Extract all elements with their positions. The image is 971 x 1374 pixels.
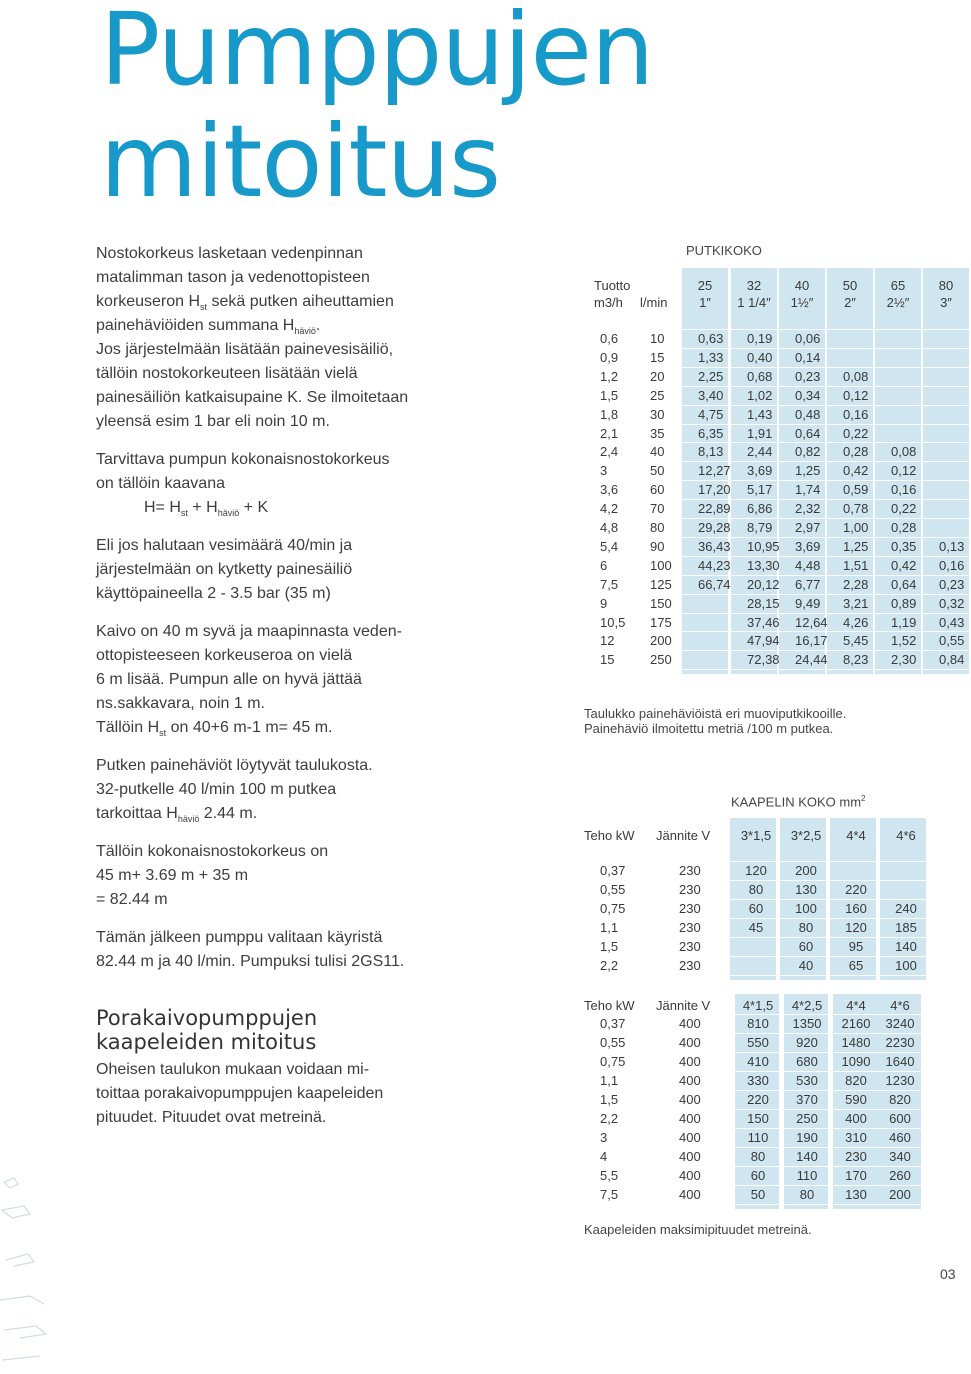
pipe-cell-value: 5,17 (747, 482, 773, 498)
cable2-cell-jannite: 400 (679, 1092, 701, 1107)
pipe-header-lmin: l/min (640, 295, 668, 310)
pipe-cell-value: 9,49 (795, 595, 821, 611)
cable1-cell-value: 120 (745, 863, 767, 878)
pipe-cell-m3h: 3,6 (600, 482, 619, 498)
pipe-cell-lmin: 90 (650, 538, 665, 554)
pipe-cell-value: 0,42 (891, 557, 917, 573)
pipe-cell-value: 0,22 (891, 501, 917, 517)
cable2-cell-value: 1480 (841, 1035, 871, 1050)
pipe-cell-value: 12,64 (795, 614, 828, 630)
pipe-cell-value: 20,12 (747, 576, 780, 592)
cable2-cell-teho: 0,55 (600, 1035, 626, 1050)
cable2-cell-value: 810 (747, 1016, 769, 1031)
pipe-cell-value: 0,32 (939, 595, 965, 611)
cable2-cell-value: 530 (796, 1073, 818, 1088)
cable2-cell-value: 250 (796, 1111, 818, 1126)
pipe-cell-value: 1,52 (891, 633, 917, 649)
cable2-cell-jannite: 400 (679, 1168, 701, 1183)
pipe-cell-value: 0,59 (843, 482, 869, 498)
pipe-cell-value: 0,12 (843, 387, 869, 403)
pipe-cell-value: 3,69 (795, 538, 821, 554)
intro-line: Nostokorkeus lasketaan vedenpinnan (96, 245, 363, 262)
pipe-cell-value: 0,55 (939, 633, 965, 649)
cable1-cell-jannite: 230 (679, 901, 701, 916)
cable2-cell-value: 1350 (792, 1016, 822, 1031)
pipe-cell-value: 1,00 (843, 520, 869, 535)
pipe-cell-value: 0,68 (747, 368, 773, 384)
pipe-cell-value: 0,64 (795, 425, 821, 441)
cable-heading-line-2: kaapeleiden mitoitus (96, 1030, 317, 1054)
cable2-cell-value: 150 (747, 1111, 769, 1126)
pipe-cell-value: 0,19 (747, 331, 773, 346)
cable2-cell-jannite: 400 (679, 1130, 701, 1145)
pipe-cell-lmin: 35 (650, 425, 665, 441)
pipe-cell-value: 2,28 (843, 576, 869, 592)
pipe-header-tuotto: Tuotto (594, 278, 631, 293)
cable1-cell-value: 130 (795, 882, 817, 897)
pipe-cell-value: 0,13 (939, 538, 965, 554)
pipe-cell-value: 0,82 (795, 444, 821, 460)
cable2-cell-value: 550 (747, 1035, 769, 1050)
pipe-header-size-mm: 25 (697, 278, 713, 293)
cable2-cell-value: 200 (889, 1187, 911, 1202)
pipe-cell-value: 1,25 (843, 538, 869, 554)
pipe-cell-value: 0,84 (939, 652, 965, 668)
cable1-header-jannite: Jännite V (656, 828, 711, 843)
pipe-cell-m3h: 5,4 (600, 538, 619, 554)
pipe-cell-value: 29,28 (698, 520, 731, 535)
pipe-cell-value: 8,23 (843, 652, 869, 668)
pipe-cell-value: 1,33 (698, 349, 724, 365)
cable1-cell-value: 120 (845, 920, 867, 935)
pipe-cell-value: 2,32 (795, 501, 821, 517)
cable2-cell-value: 170 (845, 1168, 867, 1183)
pipe-cell-value: 4,75 (698, 406, 724, 422)
decorative-sketch-icon (0, 1170, 60, 1370)
pipe-cell-value: 66,74 (698, 576, 731, 592)
cable2-cell-value: 60 (750, 1168, 766, 1183)
intro-line: tarkoittaa $H_{häviö}$ 2.44 m. (96, 805, 258, 824)
pipe-cell-m3h: 2,1 (600, 425, 619, 441)
cable2-cell-value: 340 (889, 1149, 911, 1164)
pipe-cell-value: 0,23 (939, 576, 965, 592)
pipe-group-title: PUTKIKOKO (686, 243, 762, 258)
pipe-cell-lmin: 20 (650, 368, 665, 384)
pipe-cell-value: 22,89 (698, 501, 731, 517)
cable2-cell-value: 820 (889, 1092, 911, 1107)
cable1-header-size: 3*1,5 (740, 828, 772, 843)
pipe-cell-value: 8,13 (698, 444, 724, 460)
cable2-cell-value: 330 (747, 1073, 769, 1088)
cable1-header-teho: Teho kW (584, 828, 635, 843)
intro-line: käyttöpaineella 2 - 3.5 bar (35 m) (96, 585, 331, 602)
pipe-cell-value: 0,35 (891, 538, 917, 554)
intro-line: 45 m+ 3.69 m + 35 m (96, 867, 249, 884)
cable1-cell-jannite: 230 (679, 863, 701, 878)
pipe-cell-value: 1,43 (747, 406, 773, 422)
cable1-cell-value: 65 (848, 958, 864, 973)
pipe-cell-value: 6,77 (795, 576, 821, 592)
pipe-cell-m3h: 1,8 (600, 406, 619, 422)
pipe-cell-value: 6,86 (747, 501, 773, 517)
cable2-cell-value: 220 (747, 1092, 769, 1107)
pipe-cell-value: 0,08 (843, 368, 869, 384)
intro-line: ns.sakkavara, noin 1 m. (96, 695, 265, 712)
cable2-cell-jannite: 400 (679, 1054, 701, 1069)
cable1-header-size: 4*4 (846, 828, 866, 843)
pipe-cell-value: 24,44 (795, 652, 828, 668)
formula: $H= H_{st} + H_{häviö} + K$ (144, 499, 269, 518)
intro-line: tällöin nostokorkeuteen lisätään vielä (96, 365, 358, 382)
cable2-cell-value: 50 (750, 1187, 766, 1202)
cable2-cell-teho: 4 (600, 1149, 608, 1164)
pipe-cell-value: 17,20 (698, 482, 731, 498)
cable2-cell-jannite: 400 (679, 1187, 701, 1202)
pipe-cell-m3h: 4,8 (600, 520, 619, 535)
cable2-row-divider (735, 1204, 923, 1205)
cable2-cell-jannite: 400 (679, 1111, 701, 1126)
cable1-cell-value: 80 (798, 920, 814, 935)
cable2-cell-value: 920 (796, 1035, 818, 1050)
pipe-cell-value: 1,91 (747, 425, 773, 441)
pipe-cell-value: 28,15 (747, 595, 780, 611)
pipe-cell-value: 0,28 (891, 520, 917, 535)
pipe-header-size-inch: 1 1/4″ (737, 295, 771, 310)
cable2-cell-teho: 7,5 (600, 1187, 619, 1202)
cable2-cell-value: 460 (889, 1130, 911, 1145)
cable2-cell-value: 110 (796, 1168, 818, 1183)
intro-line: Tämän jälkeen pumppu valitaan käyristä (96, 929, 383, 946)
pipe-cell-m3h: 10,5 (600, 614, 626, 630)
pipe-cell-value: 37,46 (747, 614, 780, 630)
cable2-cell-value: 600 (889, 1111, 911, 1126)
pipe-header-size-inch: 3″ (940, 295, 952, 310)
intro-line: = 82.44 m (96, 891, 168, 908)
cable2-cell-teho: 5,5 (600, 1168, 619, 1183)
pipe-cell-value: 10,95 (747, 538, 780, 554)
pipe-cell-value: 0,28 (843, 444, 869, 460)
pipe-cell-lmin: 15 (650, 349, 665, 365)
pipe-cell-lmin: 200 (650, 633, 672, 649)
page-number: 03 (940, 1266, 956, 1282)
pipe-cell-value: 1,25 (795, 463, 821, 479)
cable2-cell-value: 400 (845, 1111, 867, 1126)
intro-line: järjestelmään on kytketty painesäiliö (96, 561, 353, 578)
cable1-cell-value: 140 (895, 939, 917, 954)
pipe-cell-value: 0,23 (795, 368, 821, 384)
cable1-cell-value: 45 (748, 920, 764, 935)
cable1-cell-value: 60 (798, 939, 814, 954)
cable-group-title: KAAPELIN KOKO $mm^2$ (731, 794, 866, 810)
cable2-cell-jannite: 400 (679, 1035, 701, 1050)
pipe-cell-value: 3,69 (747, 463, 773, 479)
intro-line: painehäviöiden summana $H_{häviö}$. (96, 317, 321, 336)
intro-line: Jos järjestelmään lisätään painevesisäiliö, (96, 341, 394, 358)
pipe-cell-value: 1,74 (795, 482, 821, 498)
cable2-cell-value: 410 (747, 1054, 769, 1069)
cable2-cell-value: 80 (799, 1187, 815, 1202)
cable2-cell-teho: 1,1 (600, 1073, 619, 1088)
pipe-header-m3h: m3/h (594, 295, 623, 310)
cable1-cell-value: 220 (845, 882, 867, 897)
cable2-cell-value: 820 (845, 1073, 867, 1088)
pipe-cell-value: 44,23 (698, 557, 731, 573)
cable1-cell-teho: 1,5 (600, 939, 619, 954)
cable2-cell-value: 3240 (885, 1016, 915, 1031)
pipe-cell-value: 4,48 (795, 557, 821, 573)
intro-line: Eli jos halutaan vesimäärä 40/min ja (96, 537, 353, 554)
pipe-cell-value: 8,79 (747, 520, 773, 535)
pipe-cell-value: 3,40 (698, 387, 724, 403)
pipe-cell-lmin: 30 (650, 406, 665, 422)
pipe-cell-m3h: 7,5 (600, 576, 619, 592)
pipe-cell-m3h: 6 (600, 557, 608, 573)
cable2-header-size: 4*2,5 (791, 998, 823, 1013)
cable1-header-size: 4*6 (896, 828, 916, 843)
cable1-cell-value: 60 (748, 901, 764, 916)
cable2-header-size: 4*1,5 (742, 998, 774, 1013)
pipe-cell-m3h: 0,9 (600, 349, 619, 365)
cable2-cell-value: 130 (845, 1187, 867, 1202)
cable2-cell-jannite: 400 (679, 1016, 701, 1031)
cable2-cell-value: 1230 (885, 1073, 915, 1088)
cable1-header-size: 3*2,5 (790, 828, 822, 843)
title-line-2: mitoitus (100, 103, 501, 220)
cable2-header-jannite: Jännite V (656, 998, 711, 1013)
cable2-cell-teho: 0,75 (600, 1054, 626, 1069)
pipe-cell-lmin: 175 (650, 614, 672, 630)
pipe-cell-value: 47,94 (747, 633, 780, 649)
cable1-cell-jannite: 230 (679, 882, 701, 897)
cable1-cell-value: 40 (798, 958, 814, 973)
cable2-cell-value: 370 (796, 1092, 818, 1107)
pipe-cell-lmin: 25 (650, 387, 665, 403)
cable1-cell-value: 200 (795, 863, 817, 878)
pipe-cell-value: 2,30 (891, 652, 917, 668)
pipe-header-size-inch: 2½″ (886, 295, 910, 310)
pipe-cell-value: 6,35 (698, 425, 724, 441)
cable2-cell-jannite: 400 (679, 1149, 701, 1164)
pipe-cell-value: 2,25 (698, 368, 724, 384)
pipe-header-size-mm: 40 (794, 278, 810, 293)
cable2-cell-value: 2230 (885, 1035, 915, 1050)
pipe-cell-lmin: 50 (650, 463, 665, 479)
pipe-cell-value: 2,44 (747, 444, 773, 460)
pipe-table-caption: Taulukko painehäviöistä eri muoviputkikooille. Painehäviö ilmoitettu metriä /100 m putkea. (584, 706, 847, 736)
pipe-cell-value: 36,43 (698, 538, 731, 554)
pipe-cell-value: 13,30 (747, 557, 780, 573)
intro-line: on tällöin kaavana (96, 475, 225, 492)
intro-line: 6 m lisää. Pumpun alle on hyvä jättää (96, 671, 362, 688)
cable1-cell-value: 100 (895, 958, 917, 973)
pipe-cell-value: 0,08 (891, 444, 917, 460)
cable1-cell-teho: 0,37 (600, 863, 626, 878)
cable2-cell-teho: 2,2 (600, 1111, 619, 1126)
pipe-cell-m3h: 1,5 (600, 387, 619, 403)
intro-line: korkeuseron $H_{st}$ sekä putken aiheuttamien (96, 293, 394, 312)
pipe-cell-value: 0,12 (891, 463, 917, 479)
pipe-cell-lmin: 250 (650, 652, 672, 668)
intro-line: 82.44 m ja 40 l/min. Pumpuksi tulisi 2GS11. (96, 953, 405, 970)
pipe-cell-value: 1,02 (747, 387, 773, 403)
pipe-cell-value: 0,14 (795, 349, 821, 365)
pipe-header-size-inch: 1½″ (790, 295, 814, 310)
cable1-cell-value: 100 (795, 901, 817, 916)
pipe-cell-m3h: 1,2 (600, 368, 619, 384)
pipe-cell-value: 0,06 (795, 331, 821, 346)
pipe-cell-value: 0,40 (747, 349, 773, 365)
pipe-cell-value: 0,63 (698, 331, 724, 346)
cable2-cell-value: 190 (796, 1130, 818, 1145)
pipe-header-size-mm: 50 (842, 278, 858, 293)
pipe-header-size-mm: 32 (746, 278, 762, 293)
pipe-cell-value: 0,64 (891, 576, 917, 592)
pipe-cell-value: 0,16 (891, 482, 917, 498)
pipe-cell-value: 0,16 (843, 406, 869, 422)
pipe-cell-value: 4,26 (843, 614, 869, 630)
pipe-header-size-mm: 65 (890, 278, 906, 293)
cable1-cell-teho: 0,75 (600, 901, 626, 916)
cable1-cell-value: 80 (748, 882, 764, 897)
pipe-cell-value: 0,16 (939, 557, 965, 573)
pipe-cell-value: 12,27 (698, 463, 731, 479)
intro-line: painesäiliön katkaisupaine K. Se ilmoitetaan (96, 389, 409, 406)
intro-line: Tarvittava pumpun kokonaisnostokorkeus (96, 451, 390, 468)
pipe-cell-lmin: 40 (650, 444, 665, 460)
pipe-cell-value: 2,97 (795, 520, 821, 535)
intro-line: Putken painehäviöt löytyvät taulukosta. (96, 757, 373, 774)
pipe-cell-m3h: 12 (600, 633, 615, 649)
cable2-cell-teho: 0,37 (600, 1016, 626, 1031)
pipe-cell-lmin: 60 (650, 482, 665, 498)
intro-line: Tällöin $H_{st}$ on 40+6 m-1 m= 45 m. (96, 719, 333, 738)
pipe-cell-value: 1,19 (891, 614, 917, 630)
cable2-cell-value: 260 (889, 1168, 911, 1183)
pipe-cell-m3h: 15 (600, 652, 615, 668)
cable1-cell-teho: 1,1 (600, 920, 619, 935)
pipe-cell-lmin: 125 (650, 576, 672, 592)
cable1-cell-jannite: 230 (679, 920, 701, 935)
pipe-cell-m3h: 3 (600, 463, 608, 479)
intro-line: Kaivo on 40 m syvä ja maapinnasta veden- (96, 623, 402, 640)
pipe-cell-m3h: 2,4 (600, 444, 619, 460)
pipe-cell-value: 0,34 (795, 387, 821, 403)
pipe-cell-value: 72,38 (747, 652, 780, 668)
cable2-cell-value: 230 (845, 1149, 867, 1164)
cable1-cell-value: 160 (845, 901, 867, 916)
pipe-cell-lmin: 70 (650, 501, 665, 517)
cable2-cell-value: 2160 (841, 1016, 871, 1031)
cable2-header-teho: Teho kW (584, 998, 635, 1013)
pipe-cell-value: 0,48 (795, 406, 821, 422)
cable2-cell-value: 680 (796, 1054, 818, 1069)
pipe-header-size-inch: 1″ (699, 295, 711, 310)
cable2-cell-teho: 1,5 (600, 1092, 619, 1107)
pipe-cell-lmin: 80 (650, 520, 665, 535)
pipe-cell-value: 0,89 (891, 595, 917, 611)
pipe-header-size-inch: 2″ (844, 295, 856, 310)
pipe-cell-value: 3,21 (843, 595, 869, 611)
cable1-cell-value: 95 (848, 939, 864, 954)
intro-line: 32-putkelle 40 l/min 100 m putkea (96, 781, 337, 798)
cable1-cell-value: 240 (895, 901, 917, 916)
cable2-cell-teho: 3 (600, 1130, 608, 1145)
cable1-cell-jannite: 230 (679, 939, 701, 954)
pipe-cell-lmin: 100 (650, 557, 672, 573)
pipe-cell-m3h: 4,2 (600, 501, 619, 517)
cable1-cell-value: 185 (895, 920, 917, 935)
cable1-cell-teho: 0,55 (600, 882, 626, 897)
pipe-cell-lmin: 150 (650, 595, 672, 611)
pipe-cell-m3h: 9 (600, 595, 608, 611)
cable2-cell-value: 80 (750, 1149, 766, 1164)
cable2-cell-jannite: 400 (679, 1073, 701, 1088)
pipe-cell-value: 16,17 (795, 633, 828, 649)
cable2-header-size: 4*4 (846, 998, 866, 1013)
cable2-cell-value: 1090 (841, 1054, 871, 1069)
intro-line: ottopisteeseen korkeuseroa on vielä (96, 647, 353, 664)
cable2-cell-value: 140 (796, 1149, 818, 1164)
title-line-1: Pumppujen (100, 0, 654, 108)
cable2-cell-value: 590 (845, 1092, 867, 1107)
pipe-cell-value: 1,51 (843, 557, 869, 573)
cable2-cell-value: 310 (845, 1130, 867, 1145)
pipe-cell-value: 0,42 (843, 463, 869, 479)
pipe-cell-value: 0,22 (843, 425, 869, 441)
pipe-header-size-mm: 80 (938, 278, 954, 293)
cable1-cell-teho: 2,2 (600, 958, 619, 973)
cable2-cell-value: 110 (747, 1130, 769, 1145)
cable1-cell-jannite: 230 (679, 958, 701, 973)
cable2-cell-value: 1640 (885, 1054, 915, 1069)
pipe-cell-lmin: 10 (650, 331, 665, 346)
intro-line: Tällöin kokonaisnostokorkeus on (96, 843, 329, 860)
pipe-cell-value: 0,78 (843, 501, 869, 517)
cable2-header-size: 4*6 (890, 998, 910, 1013)
intro-line: matalimman tason ja vedenottopisteen (96, 269, 370, 286)
pipe-cell-value: 0,43 (939, 614, 965, 630)
pipe-cell-value: 5,45 (843, 633, 869, 649)
cable-intro-text: Oheisen taulukon mukaan voidaan mi- toittaa porakaivopumppujen kaapeleiden pituudet. Pituudet ovat metreinä. (96, 1061, 384, 1126)
cable-table-caption: Kaapeleiden maksimipituudet metreinä. (584, 1222, 812, 1237)
pipe-cell-m3h: 0,6 (600, 331, 619, 346)
cable-heading-line-1: Porakaivopumppujen (96, 1006, 318, 1030)
intro-line: yleensä esim 1 bar eli noin 10 m. (96, 413, 330, 430)
